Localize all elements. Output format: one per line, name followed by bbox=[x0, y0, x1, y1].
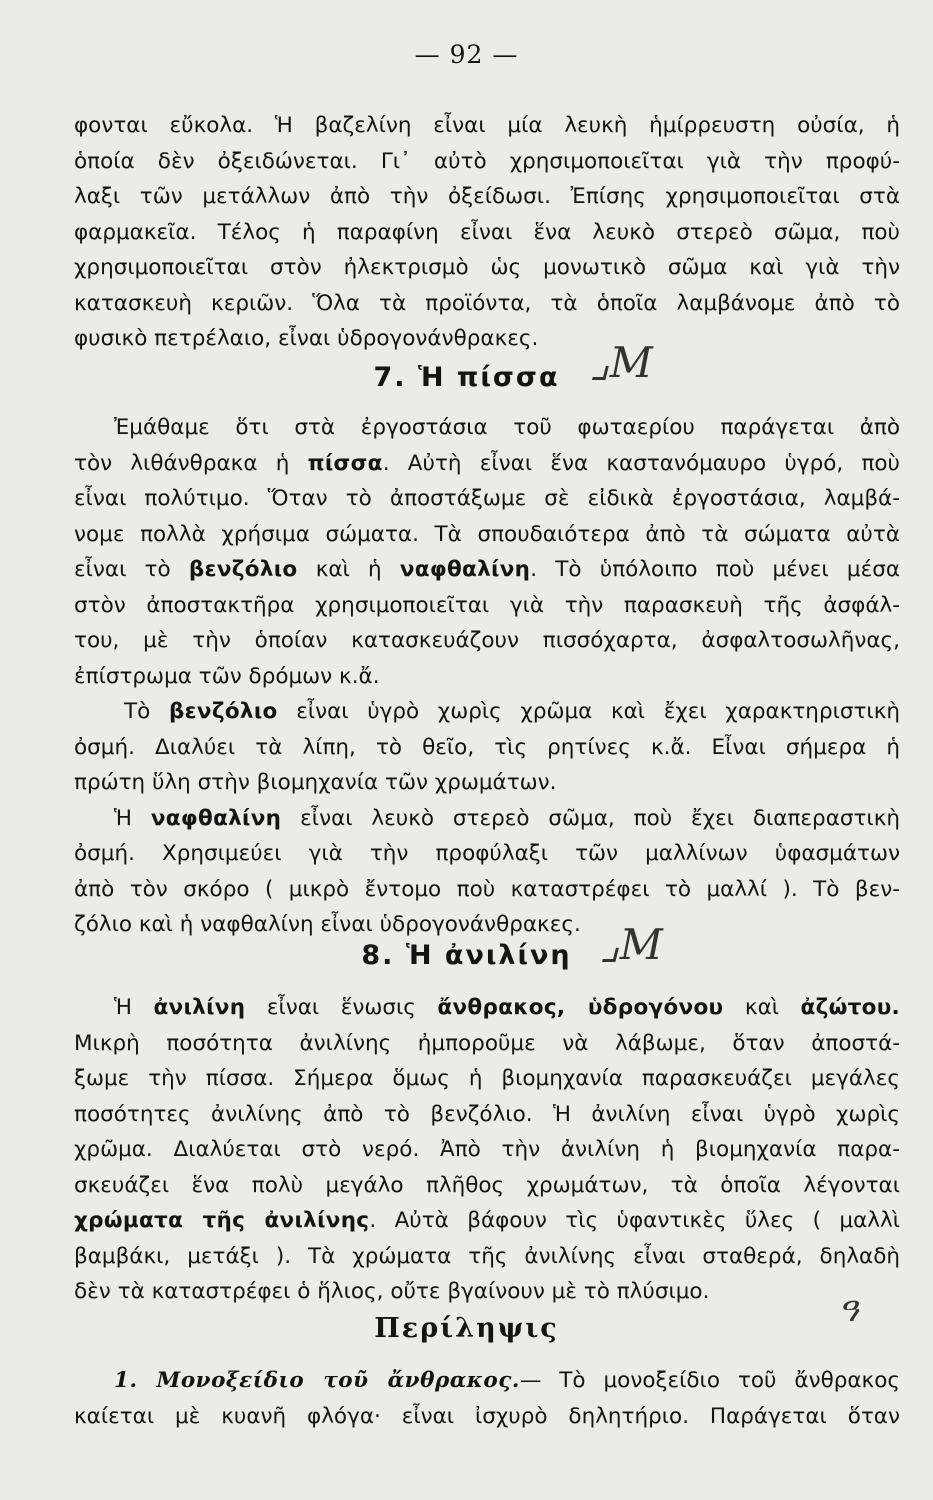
section-heading-pitch: 7. Ἡ πίσσα bbox=[373, 362, 560, 393]
bold-term: χρώματα τῆς ἀνιλίνης bbox=[74, 1208, 370, 1233]
text-line: ποσότητες ἀνιλίνης ἀπὸ τὸ βενζόλιο. Ἡ ἀνιλίνη εἶναι ὑγρὸ χωρὶς bbox=[74, 1101, 900, 1127]
paragraph-intro bbox=[74, 108, 900, 357]
bold-term: ἀζώτου. bbox=[800, 995, 900, 1020]
page-number: — 92 — bbox=[414, 40, 519, 69]
text-line: ζόλιο καὶ ἡ ναφθαλίνη εἶναι ὑδρογονάνθρακες. bbox=[74, 912, 581, 937]
text-line: νομε πολλὰ χρήσιμα σώματα. Τὰ σπουδαιότερα ἀπὸ τὰ σώματα αὐτὰ bbox=[74, 521, 900, 547]
text-line: εἶναι τὸ βενζόλιο καὶ ἡ ναφθαλίνη. Τὸ ὑπόλοιπο ποὺ μένει μέσα bbox=[74, 557, 901, 582]
text-line: καίεται μὲ κυανῆ φλόγα· εἶναι ἰσχυρὸ δηλητήριο. Παράγεται ὅταν bbox=[74, 1403, 900, 1429]
text-line: ξωμε τὴν πίσσα. Σήμερα ὅμως ἡ βιομηχανία παρασκευάζει μεγάλες bbox=[74, 1066, 900, 1091]
summary-item-title: 1. Μονοξείδιο τοῦ ἄνθρακος. bbox=[114, 1368, 520, 1393]
text-line: χρησιμοποιεῖται στὸν ἠλεκτρισμὸ ὡς μονωτικὸ σῶμα καὶ γιὰ τὴν bbox=[74, 255, 900, 280]
text-line: φονται εὔκολα. Ἡ βαζελίνη εἶναι μία λευκὴ ἡμίρρευστη οὐσία, ἡ bbox=[74, 113, 900, 138]
text-line: ἀπὸ τὸν σκόρο ( μικρὸ ἔντομο ποὺ καταστρέφει τὸ μαλλί ). Τὸ βεν- bbox=[74, 876, 900, 902]
summary-body bbox=[74, 1363, 900, 1434]
handwritten-mark: ዓ bbox=[838, 1290, 859, 1330]
text-line: Ἡ ναφθαλίνη εἶναι λευκὸ στερεὸ σῶμα, ποὺ ἔχει διαπεραστικὴ bbox=[114, 805, 901, 831]
handwritten-mark: ⌟M bbox=[600, 920, 663, 969]
text-line: κατασκευὴ κεριῶν. Ὅλα τὰ προϊόντα, τὰ ὁποῖα λαμβάνομε ἀπὸ τὸ bbox=[74, 290, 900, 316]
bold-term: βενζόλιο bbox=[188, 557, 298, 582]
text-line: Ἐμάθαμε ὅτι στὰ ἐργοστάσια τοῦ φωταερίου παράγεται ἀπὸ bbox=[114, 415, 900, 440]
text-line: ἐπίστρωμα τῶν δρόμων κ.ἄ. bbox=[74, 663, 380, 689]
text-line: 1. Μονοξείδιο τοῦ ἄνθρακος.— Τὸ μονοξείδιο τοῦ ἄνθρακος bbox=[114, 1368, 900, 1393]
text-line: στὸν ἀποστακτῆρα χρησιμοποιεῖται γιὰ τὴν παρασκευὴ τῆς ἀσφάλ- bbox=[74, 592, 900, 618]
bold-term: ἄνθρακος, ὑδρογόνου bbox=[437, 995, 724, 1020]
text-line: πρώτη ὕλη στὴν βιομηχανία τῶν χρωμάτων. bbox=[74, 770, 557, 795]
text-line: χρώματα τῆς ἀνιλίνης. Αὐτὰ βάφουν τὶς ὑφαντικὲς ὕλες ( μαλλὶ bbox=[74, 1208, 900, 1233]
text-line: φαρμακεῖα. Τέλος ἡ παραφίνη εἶναι ἕνα λευκὸ στερεὸ σῶμα, ποὺ bbox=[74, 219, 900, 245]
text-line: τὸν λιθάνθρακα ἡ πίσσα. Αὐτὴ εἶναι ἕνα καστανόμαυρο ὑγρό, ποὺ bbox=[74, 450, 900, 476]
bold-term: ἀνιλίνη bbox=[153, 995, 246, 1020]
bold-term: πίσσα bbox=[307, 450, 383, 476]
text-line: εἶναι πολύτιμο. Ὅταν τὸ ἀποστάξωμε σὲ εἰδικὰ ἐργοστάσια, λαμβά- bbox=[74, 486, 900, 511]
text-line: χρῶμα. Διαλύεται στὸ νερό. Ἀπὸ τὴν ἀνιλίνη ἡ βιομηχανία παρα- bbox=[74, 1137, 900, 1162]
text-line: λαξι τῶν μετάλλων ἀπὸ τὴν ὀξείδωσι. Ἐπίσης χρησιμοποιεῖται στὰ bbox=[74, 184, 900, 209]
text-line: σκευάζει ἕνα πολὺ μεγάλο πλῆθος χρωμάτων, τὰ ὁποῖα λέγονται bbox=[74, 1172, 900, 1198]
section-pitch-body bbox=[74, 410, 900, 943]
section-aniline-body bbox=[74, 990, 900, 1310]
text-line: ὁποία δὲν ὀξειδώνεται. Γι᾽ αὐτὸ χρησιμοποιεῖται γιὰ τὴν προφύ- bbox=[74, 148, 900, 174]
text-line: του, μὲ τὴν ὁποίαν κατασκευάζουν πισσόχαρτα, ἀσφαλτοσωλῆνας, bbox=[74, 628, 900, 653]
handwritten-mark: ⌟M bbox=[590, 338, 653, 387]
text-line: ὀσμή. Χρησιμεύει γιὰ τὴν προφύλαξι τῶν μαλλίνων ὑφασμάτων bbox=[74, 841, 900, 866]
bold-term: ναφθαλίνη bbox=[399, 557, 531, 582]
text-line: Μικρὴ ποσότητα ἀνιλίνης ἠμποροῦμε νὰ λάβωμε, ὅταν ἀποστά- bbox=[74, 1030, 900, 1056]
bold-term: ναφθαλίνη bbox=[150, 805, 282, 831]
text-line: βαμβάκι, μετάξι ). Τὰ χρώματα τῆς ἀνιλίνης εἶναι σταθερά, δηλαδὴ bbox=[74, 1243, 900, 1269]
text-line: δὲν τὰ καταστρέφει ὁ ἥλιος, οὔτε βγαίνουν μὲ τὸ πλύσιμο. bbox=[74, 1279, 710, 1304]
text-line: Ἡ ἀνιλίνη εἶναι ἕνωσις ἄνθρακος, ὑδρογόνου καὶ ἀζώτου. bbox=[114, 995, 900, 1020]
section-heading-aniline: 8. Ἡ ἀνιλίνη bbox=[361, 940, 572, 971]
bold-term: βενζόλιο bbox=[168, 699, 278, 724]
text-line: φυσικὸ πετρέλαιο, εἶναι ὑδρογονάνθρακες. bbox=[74, 326, 539, 351]
text-line: Τὸ βενζόλιο εἶναι ὑγρὸ χωρὶς χρῶμα καὶ ἔχει χαρακτηριστικὴ bbox=[124, 699, 901, 724]
text-line: ὀσμή. Διαλύει τὰ λίπη, τὸ θεῖο, τὶς ρητίνες κ.ἄ. Εἶναι σήμερα ἡ bbox=[74, 734, 900, 760]
summary-heading: Περίληψις bbox=[374, 1313, 559, 1344]
